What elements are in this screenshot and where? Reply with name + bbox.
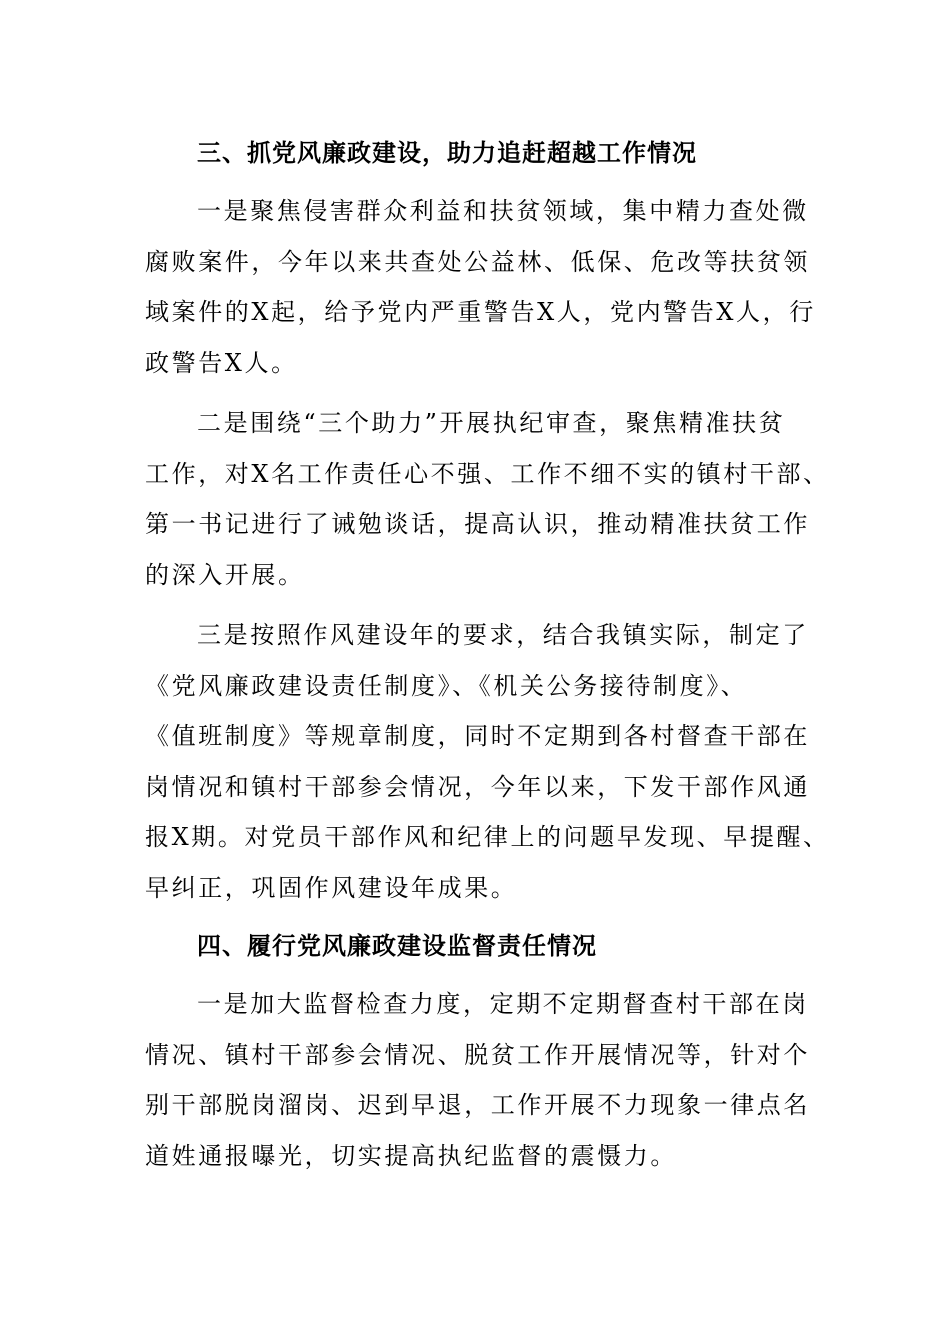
spacer [145,388,805,398]
section-4-paragraph-1 [145,979,810,1181]
paragraph-line: 一是聚焦侵害群众利益和扶贫领域，集中精力查处微 [197,197,809,225]
paragraph-line: 域案件的X起，给予党内严重警告X人，党内警告X人，行 [145,298,816,326]
paragraph-line: 第一书记进行了诫勉谈话，提高认识，推动精准扶贫工作 [145,510,810,538]
section-3-paragraph-1 [145,186,816,388]
paragraph-line: 的深入开展。 [145,560,305,589]
paragraph-line: 政警告X人。 [145,348,298,377]
paragraph-line: 早纠正，巩固作风建设年成果。 [145,873,518,902]
spacer [145,178,805,186]
spacer [145,913,805,921]
paragraph-line: 情况、镇村干部参会情况、脱贫工作开展情况等，针对个 [145,1040,810,1069]
paragraph-line: 《党风廉政建设责任制度》、《机关公务接待制度》、 [145,671,748,700]
paragraph-line: 岗情况和镇村干部参会情况，今年以来，下发干部作风通 [145,772,810,801]
spacer [145,971,805,979]
paragraph-line: 二是围绕“三个助力”开展执纪审查，聚焦精准扶贫 [197,409,786,437]
section-3-heading: 三、抓党风廉政建设，助力追赶超越工作情况 [197,138,697,167]
paragraph-line: 三是按照作风建设年的要求，结合我镇实际，制定了 [197,621,809,649]
paragraph-line: 一是加大监督检查力度，定期不定期督查村干部在岗 [197,990,809,1018]
document-body [145,128,830,1181]
paragraph-line: 《值班制度》等规章制度，同时不定期到各村督查干部在 [145,722,810,750]
paragraph-line: 工作，对X名工作责任心不强、工作不细不实的镇村干部、 [145,459,830,488]
section-3-paragraph-3 [145,610,830,913]
section-3-paragraph-2 [145,398,830,600]
section-4-heading: 四、履行党风廉政建设监督责任情况 [197,931,597,960]
paragraph-line: 腐败案件，今年以来共查处公益林、低保、危改等扶贫领 [145,247,810,276]
paragraph-line: 报X期。对党员干部作风和纪律上的问题早发现、早提醒、 [145,823,830,851]
spacer [145,600,805,610]
paragraph-line: 别干部脱岗溜岗、迟到早退，工作开展不力现象一律点名 [145,1091,810,1119]
paragraph-line: 道姓通报曝光，切实提高执纪监督的震慑力。 [145,1141,677,1170]
